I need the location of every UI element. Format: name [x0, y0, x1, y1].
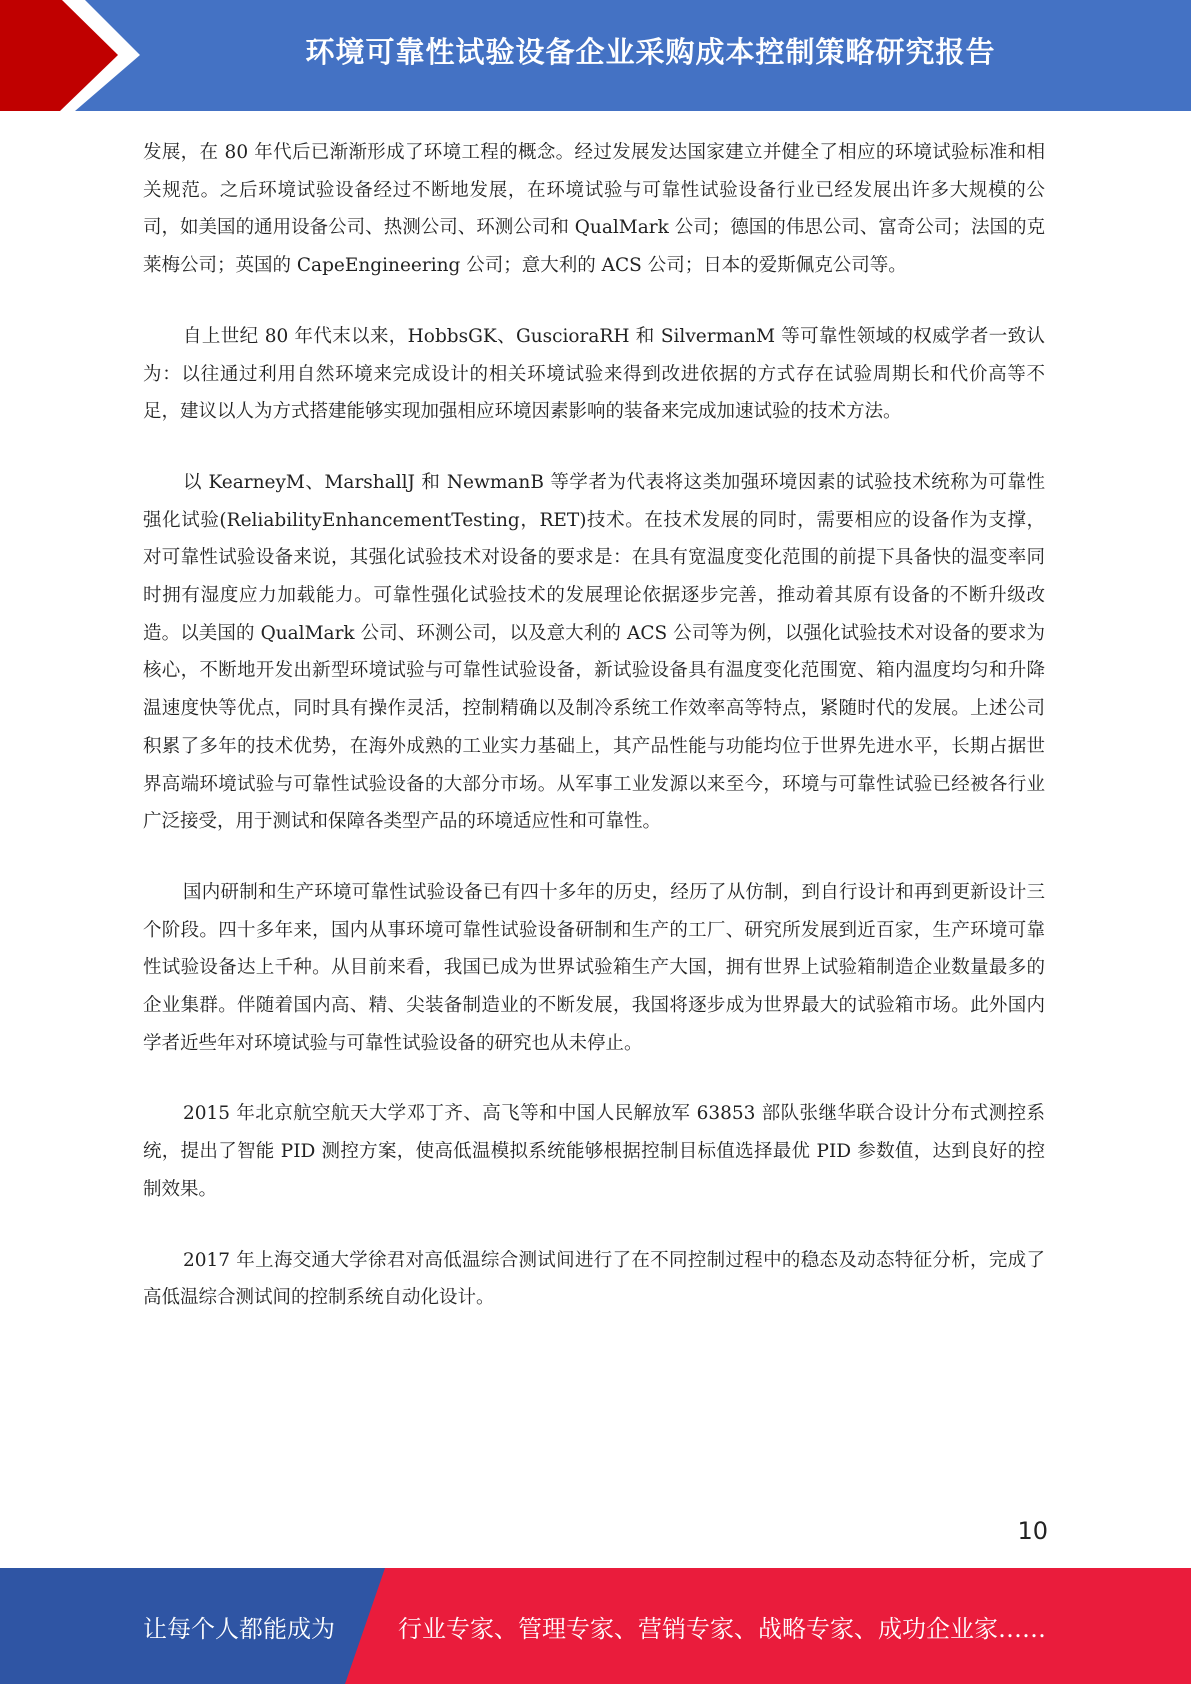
paragraph: 发展，在 80 年代后已渐渐形成了环境工程的概念。经过发展发达国家建立并健全了相应的环境试验标准和相关规范。之后环境试验设备经过不断地发展，在环境试验与可靠性试验设备行业已经发展出许多大规模的公司，如美国的通用设备公司、热测公司、环测公司和 QualMark 公司；德国的伟思公司、富奇公司；法国的克莱梅公司；英国的 CapeEngineering 公司；意大利的 ACS 公司；日本的爱斯佩克公司等。	[143, 142, 1045, 277]
header-arrow-decoration	[0, 0, 140, 111]
footer-slogan-left: 让每个人都能成为	[143, 1614, 335, 1643]
footer-slogan-right: 行业专家、管理专家、营销专家、战略专家、成功企业家……	[398, 1614, 1046, 1643]
page-number: 10	[1017, 1517, 1048, 1545]
paragraph: 2015 年北京航空航天大学邓丁齐、高飞等和中国人民解放军 63853 部队张继华联合设计分布式测控系统，提出了智能 PID 测控方案，使高低温模拟系统能够根据控制目标值选择最优 PID 参数值，达到良好的控制效果。	[143, 1103, 1045, 1200]
paragraph: 国内研制和生产环境可靠性试验设备已有四十多年的历史，经历了从仿制，到自行设计和再到更新设计三个阶段。四十多年来，国内从事环境可靠性试验设备研制和生产的工厂、研究所发展到近百家，生产环境可靠性试验设备达上千种。从目前来看，我国已成为世界试验箱生产大国，拥有世界上试验箱制造企业数量最多的企业集群。伴随着国内高、精、尖装备制造业的不断发展，我国将逐步成为世界最大的试验箱市场。此外国内学者近些年对环境试验与可靠性试验设备的研究也从未停止。	[143, 881, 1045, 1054]
paragraph: 自上世纪 80 年代末以来，HobbsGK、GuscioraRH 和 SilvermanM 等可靠性领域的权威学者一致认为：以往通过利用自然环境来完成设计的相关环境试验来得到改进依据的方式存在试验周期长和代价高等不足，建议以人为方式搭建能够实现加强相应环境因素影响的装备来完成加速试验的技术方法。	[143, 325, 1045, 423]
report-title: 环境可靠性试验设备企业采购成本控制策略研究报告	[305, 34, 996, 69]
paragraph: 2017 年上海交通大学徐君对高低温综合测试间进行了在不同控制过程中的稳态及动态特征分析，完成了高低温综合测试间的控制系统自动化设计。	[143, 1249, 1045, 1309]
page-footer	[0, 1568, 1191, 1684]
paragraph: 以 KearneyM、MarshallJ 和 NewmanB 等学者为代表将这类加强环境因素的试验技术统称为可靠性强化试验(ReliabilityEnhancementTesting，RET)技术。在技术发展的同时，需要相应的设备作为支撑，对可靠性试验设备来说，其强化试验技术对设备的要求是：在具有宽温度变化范围的前提下具备快的温变率同时拥有湿度应力加载能力。可靠性强化试验技术的发展理论依据逐步完善，推动着其原有设备的不断升级改造。以美国的 QualMark 公司、环测公司，以及意大利的 ACS 公司等为例，以强化试验技术对设备的要求为核心，不断地开发出新型环境试验与可靠性试验设备，新试验设备具有温度变化范围宽、箱内温度均匀和升降温速度快等优点，同时具有操作灵活，控制精确以及制冷系统工作效率高等特点，紧随时代的发展。上述公司积累了多年的技术优势，在海外成熟的工业实力基础上，其产品性能与功能均位于世界先进水平，长期占据世界高端环境试验与可靠性试验设备的大部分市场。从军事工业发源以来至今，环境与可靠性试验已经被各行业广泛接受，用于测试和保障各类型产品的环境适应性和可靠性。	[143, 471, 1045, 833]
page-header	[0, 0, 1191, 111]
body-content	[143, 134, 1045, 1350]
